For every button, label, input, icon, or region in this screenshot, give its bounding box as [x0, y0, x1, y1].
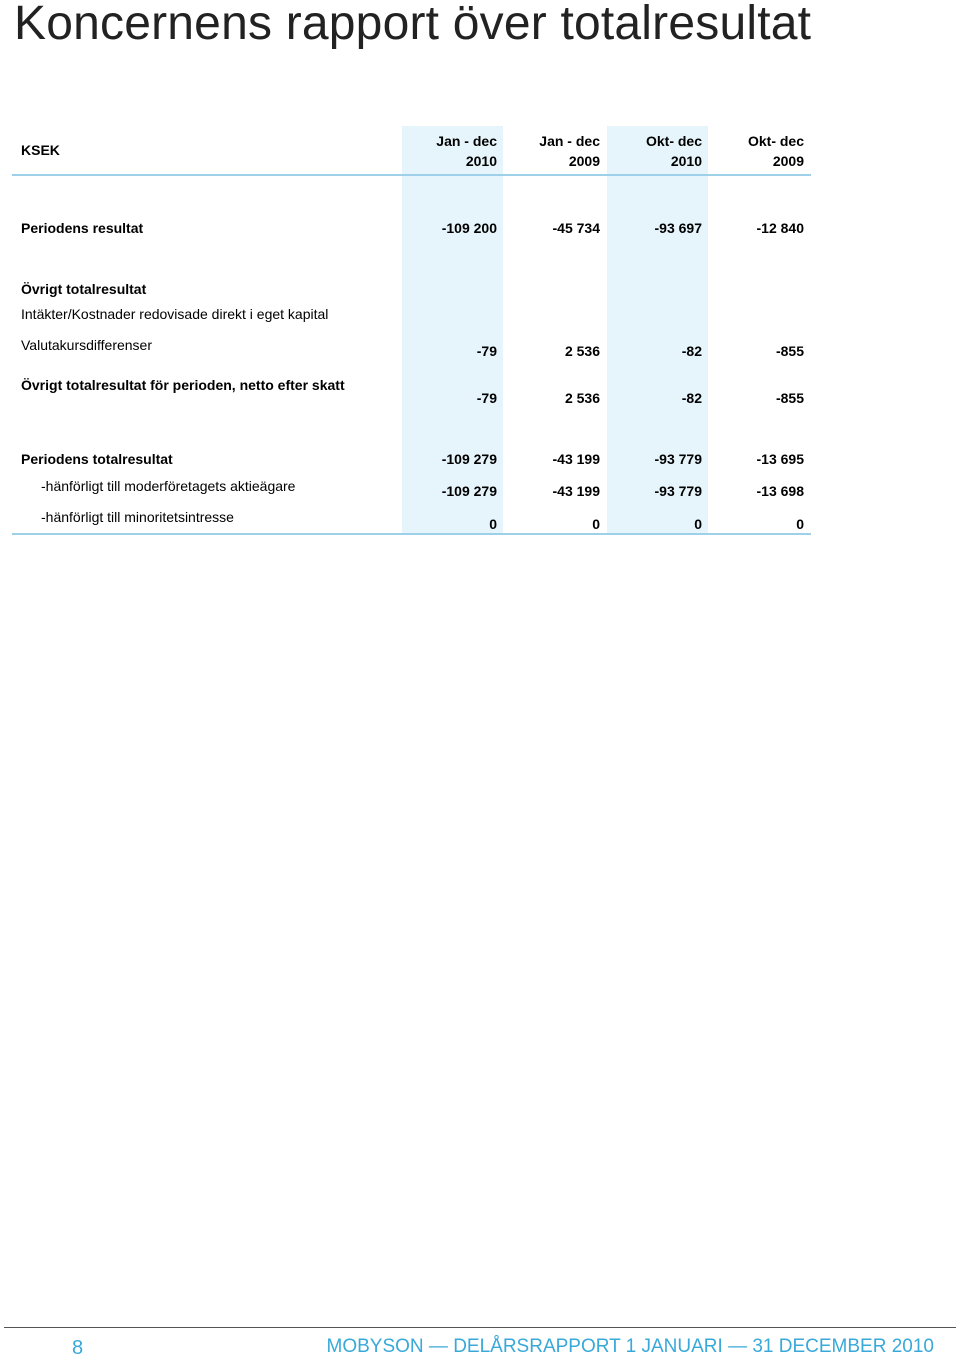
table-cell: -855: [775, 343, 804, 359]
column-shade-1: [402, 126, 503, 535]
footer-text: MOBYSON — DELÅRSRAPPORT 1 JANUARI — 31 DECEMBER 2010: [326, 1336, 934, 1357]
row-label-periodens-resultat: Periodens resultat: [21, 220, 144, 236]
footer-divider: [4, 1327, 956, 1328]
table-cell: -109 279: [441, 483, 497, 499]
column-header-1: Jan - dec 2010: [436, 133, 497, 169]
table-cell: -43 199: [552, 483, 600, 499]
table-cell: -109 279: [441, 451, 497, 467]
column-header-4: Okt- dec 2009: [747, 133, 804, 169]
column-header-2: Jan - dec 2009: [539, 133, 600, 169]
column-shade-3: [607, 126, 708, 535]
column-header-3: Okt- dec 2010: [645, 133, 702, 169]
table-cell: -93 697: [654, 220, 702, 236]
table-cell: -13 698: [756, 483, 804, 499]
table-cell: 0: [694, 516, 702, 532]
subheading-intakter: Intäkter/Kostnader redovisade direkt i eget kapital: [21, 306, 329, 322]
row-label-valuta: Valutakursdifferenser: [21, 337, 152, 353]
table-cell: 0: [592, 516, 600, 532]
table-cell: -93 779: [654, 483, 702, 499]
table-cell: -82: [681, 390, 702, 406]
section-heading-ovrigt: Övrigt totalresultat: [21, 281, 147, 297]
page-title: Koncernens rapport över totalresultat: [14, 0, 812, 50]
row-label-minoritet: -hänförligt till minoritetsintresse: [41, 509, 234, 525]
table-cell: 0: [489, 516, 497, 532]
table-cell: -79: [476, 390, 497, 406]
table-cell: -12 840: [756, 220, 804, 236]
table-cell: -13 695: [756, 451, 804, 467]
table-cell: -93 779: [654, 451, 702, 467]
table-cell: -109 200: [441, 220, 497, 236]
table-cell: -855: [775, 390, 804, 406]
table-cell: 2 536: [564, 390, 600, 406]
table-cell: -43 199: [552, 451, 600, 467]
table-cell: -82: [681, 343, 702, 359]
table-cell: 0: [796, 516, 804, 532]
table-cell: -79: [476, 343, 497, 359]
unit-label: KSEK: [21, 142, 60, 158]
row-label-periodens-total: Periodens totalresultat: [21, 451, 173, 467]
bottom-rule: [12, 533, 811, 535]
header-rule: [12, 174, 811, 176]
row-label-ovrigt-netto: Övrigt totalresultat för perioden, netto efter skatt: [21, 377, 345, 393]
row-label-moder: -hänförligt till moderföretagets aktieägare: [41, 478, 296, 494]
table-cell: 2 536: [564, 343, 600, 359]
table-cell: -45 734: [552, 220, 600, 236]
page-number: 8: [72, 1337, 84, 1359]
